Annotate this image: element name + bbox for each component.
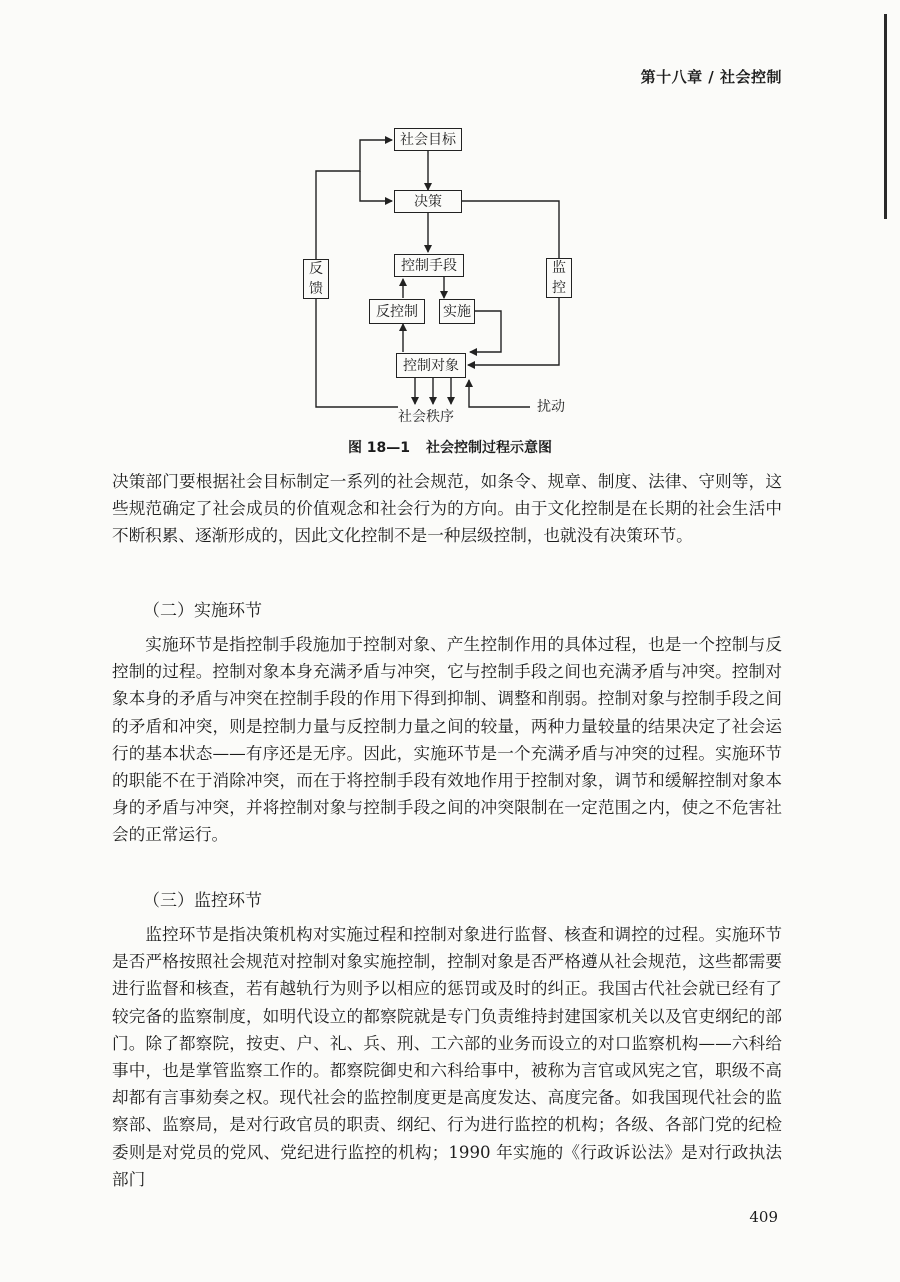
- figure-title: 社会控制过程示意图: [426, 440, 553, 456]
- node-implementation: 实施: [439, 299, 475, 324]
- node-control-object: 控制对象: [396, 353, 466, 378]
- node-control-means: 控制手段: [394, 254, 464, 277]
- figure-caption: [0, 437, 900, 457]
- label-disturbance: 扰动: [537, 399, 565, 415]
- paragraph-2-text: 实施环节是指控制手段施加于控制对象、产生控制作用的具体过程，也是一个控制与反控制的过程。控制对象本身充满矛盾与冲突，它与控制手段之间也充满矛盾与冲突。控制对象本身的矛盾与冲突在控制手段的作用下得到抑制、调整和削弱。控制对象与控制手段之间的矛盾和冲突，则是控制力量与反控制力量之间的较量，两种力量较量的结果决定了社会运行的基本状态——有序还是无序。因此，实施环节是一个充满矛盾与冲突的过程。实施环节的职能不在于消除冲突，而在于将控制手段有效地作用于控制对象，调节和缓解控制对象本身的矛盾与冲突，并将控制对象与控制手段之间的冲突限制在一定范围之内，使之不危害社会的正常运行。: [112, 635, 782, 845]
- running-header: 第十八章 / 社会控制: [640, 68, 782, 86]
- feedback-char-2: 馈: [309, 281, 323, 297]
- paragraph-monitoring: [112, 921, 782, 1193]
- monitor-char-2: 控: [552, 280, 566, 296]
- paragraph-implementation: [112, 631, 782, 849]
- node-social-goal: 社会目标: [394, 128, 462, 151]
- node-monitor: [546, 258, 572, 298]
- section-heading-monitoring: （三）监控环节: [143, 891, 262, 911]
- control-process-diagram: [0, 0, 900, 460]
- node-decision: 决策: [394, 190, 462, 213]
- feedback-char-1: 反: [309, 261, 323, 277]
- figure-number: 图 18—1: [347, 440, 411, 456]
- paragraph-decision: [112, 468, 782, 550]
- paragraph-1-text: 决策部门要根据社会目标制定一系列的社会规范，如条令、规章、制度、法律、守则等，这些规范确定了社会成员的价值观念和社会行为的方向。由于文化控制是在长期的社会生活中不断积累、逐渐形成的，因此文化控制不是一种层级控制，也就没有决策环节。: [112, 472, 782, 546]
- node-feedback: [303, 259, 329, 299]
- node-counter-control: 反控制: [369, 299, 425, 324]
- monitor-char-1: 监: [552, 260, 566, 276]
- paragraph-3-text: 监控环节是指决策机构对实施过程和控制对象进行监督、核查和调控的过程。实施环节是否严格按照社会规范对控制对象实施控制，控制对象是否严格遵从社会规范，这些都需要进行监督和核查，若有越轨行为则予以相应的惩罚或及时的纠正。我国古代社会就已经有了较完备的监察制度，如明代设立的都察院就是专门负责维持封建国家机关以及官吏纲纪的部门。除了都察院，按吏、户、礼、兵、刑、工六部的业务而设立的对口监察机构——六科给事中，也是掌管监察工作的。都察院御史和六科给事中，被称为言官或风宪之官，职级不高却都有言事劾奏之权。现代社会的监控制度更是高度发达、高度完备。如我国现代社会的监察部、监察局，是对行政官员的职责、纲纪、行为进行监控的机构；各级、各部门党的纪检委则是对党员的党风、党纪进行监控的机构；1990 年实施的《行政诉讼法》是对行政执法部门: [112, 925, 782, 1189]
- section-heading-implementation: （二）实施环节: [143, 601, 262, 621]
- page-number: 409: [749, 1208, 778, 1226]
- label-social-order: 社会秩序: [398, 409, 454, 425]
- diagram-connectors: [0, 0, 900, 460]
